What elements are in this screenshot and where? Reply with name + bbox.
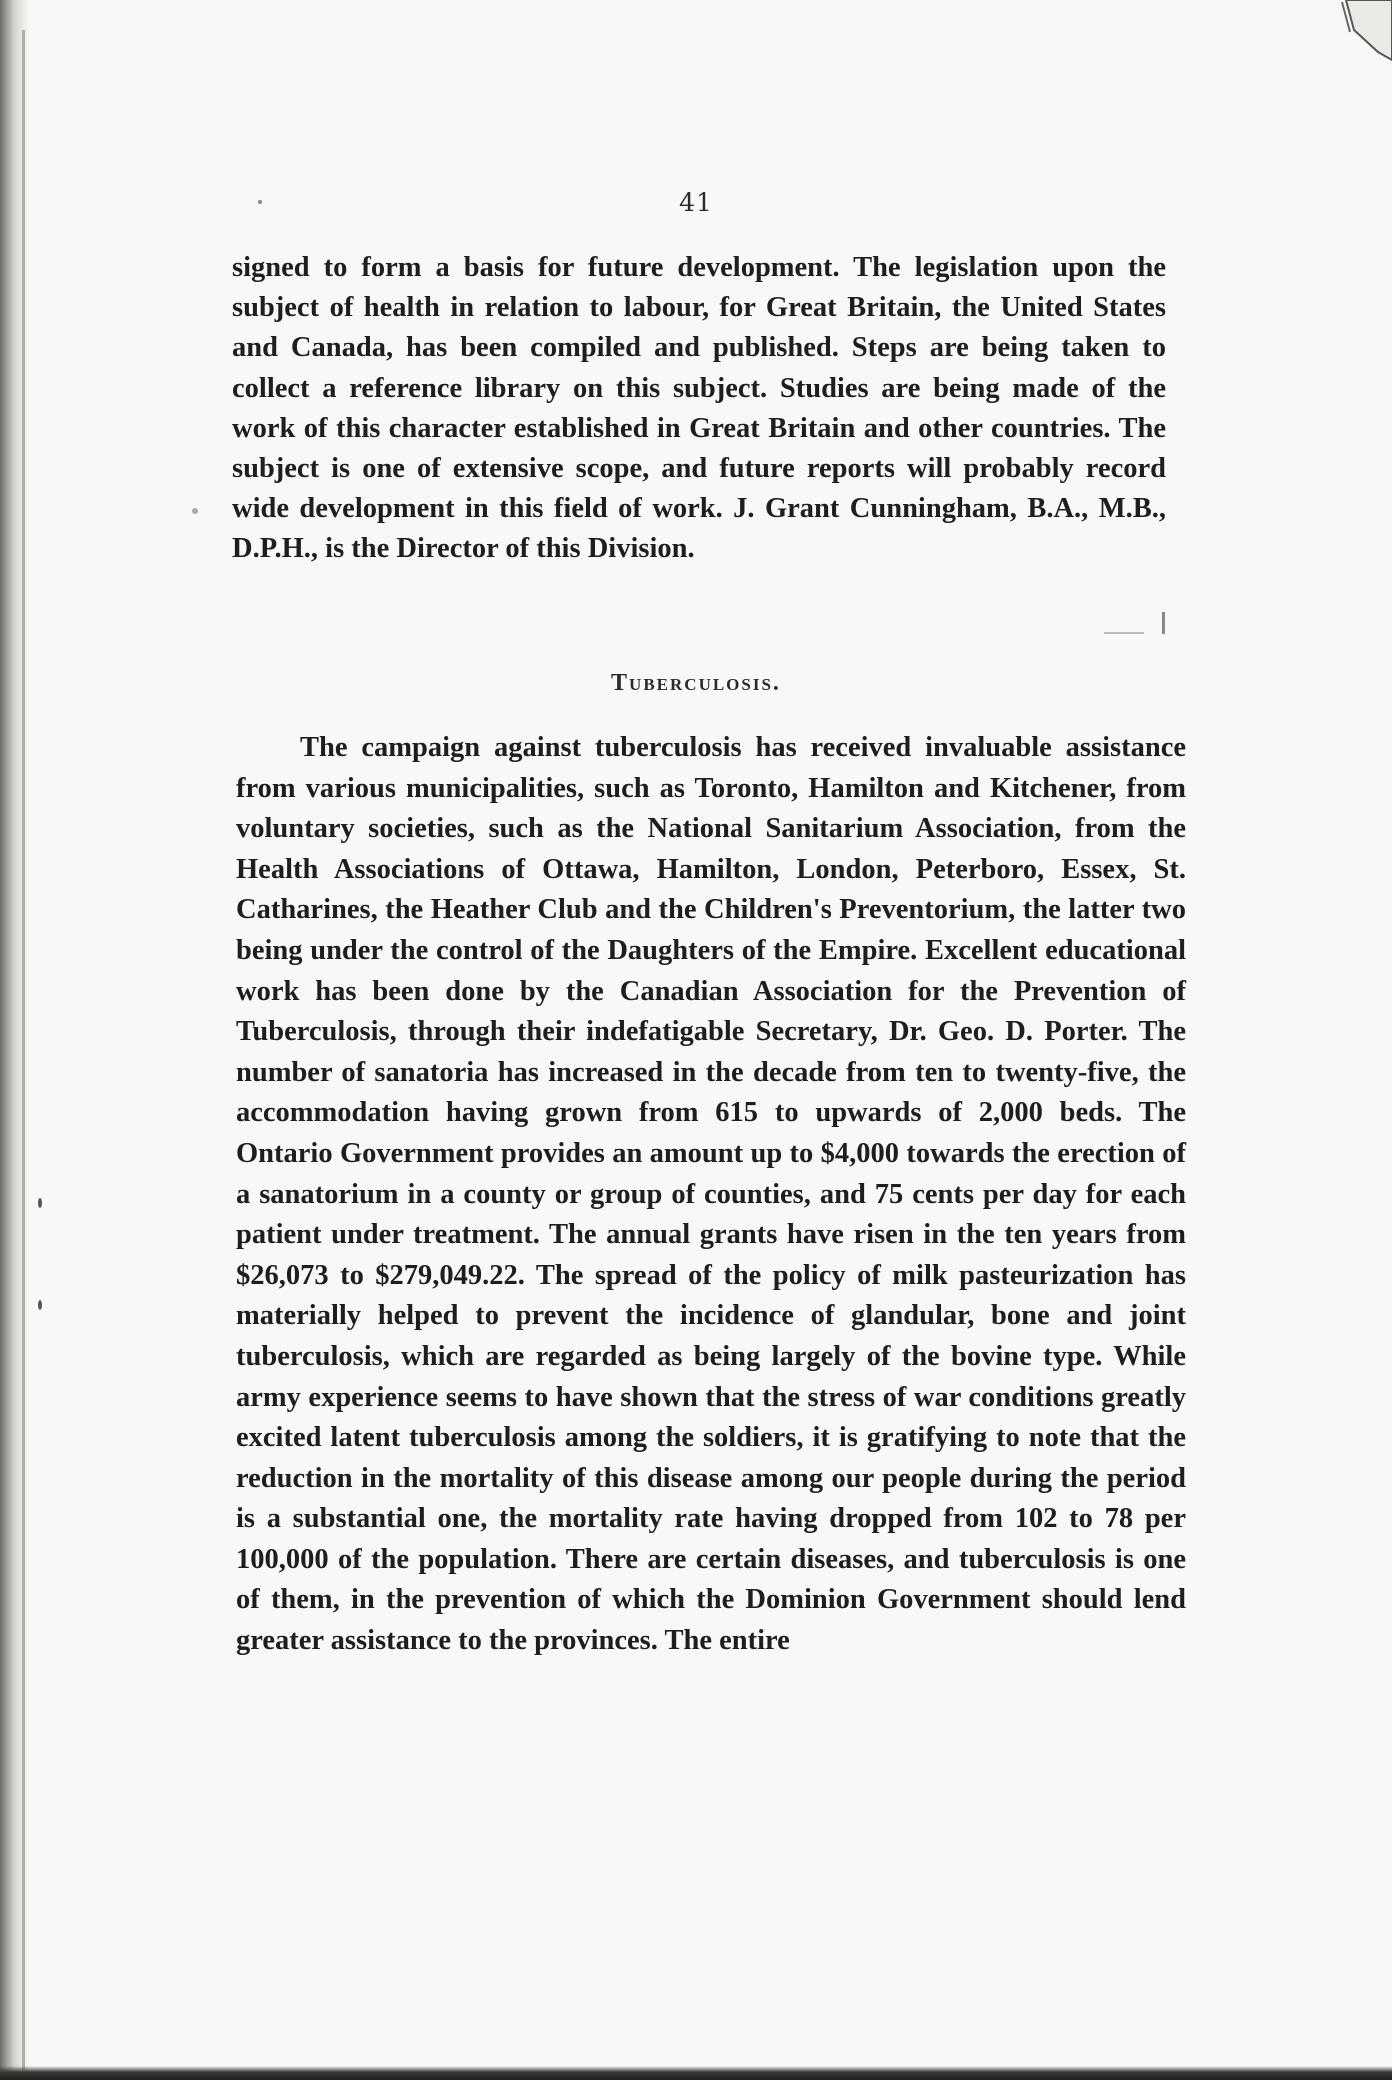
page-speck — [192, 508, 198, 514]
page-speck — [1162, 612, 1165, 634]
paragraph-tuberculosis-text: The campaign against tuberculosis has received invaluable assistance from various municipalities, such as Toronto, Hamilton and Kitchener, from voluntary societies, such as the National Sanitarium Association, from the Health Associations of Ottawa, Hamilton, London, Peterboro, Essex, St. Catharines, the Heather Club and the Children's Preventorium, the latter two being under the control of the Daughters of the Empire. Excellent educational work has been done by the Canadian Association for the Prevention of Tuberculosis, through their indefatigable Secretary, Dr. Geo. D. Porter. The number of sanatoria has increased in the decade from ten to twenty-five, the accommodation having grown from 615 to upwards of 2,000 beds. The Ontario Government provides an amount up to $4,000 towards the erection of a sanatorium in a county or group of counties, and 75 cents per day for each patient under treatment. The annual grants have risen in the ten years from $26,073 to $279,049.22. The spread of the policy of milk pasteurization has materially helped to prevent the incidence of glandular, bone and joint tuberculosis, which are regarded as being largely of the bovine type. While army experience seems to have shown that the stress of war conditions greatly excited latent tuberculosis among the soldiers, it is gratifying to note that the reduction in the mortality of this disease among our people during the period is a substantial one, the mortality rate having dropped from 102 to 78 per 100,000 of the population. There are certain diseases, and tuberculosis is one of them, in the prevention of which the Dominion Government should lend greater assistance to the provinces. The entire — [236, 732, 1186, 1657]
page-number: 41 — [679, 188, 713, 217]
page-speck — [1104, 632, 1144, 634]
paragraph-tuberculosis — [236, 728, 1186, 1662]
binding-edge-line — [22, 30, 25, 2070]
paragraph-continuation: signed to form a basis for future development. The legislation upon the subject of health in relation to labour, for Great Britain, the United States and Canada, has been compiled and published. Steps are being taken to collect a reference library on this subject. Studies are being made of the work of this character established in Great Britain and other countries. The subject is one of extensive scope, and future reports will probably record wide development in this field of work. J. Grant Cunningham, B.A., M.B., D.P.H., is the Director of this Division. — [232, 252, 1166, 565]
page-binding-shadow — [0, 0, 30, 2080]
page-bottom-edge — [0, 2066, 1392, 2080]
page-speck — [258, 200, 262, 204]
page-speck — [38, 1198, 42, 1208]
torn-corner-mark — [1332, 0, 1392, 70]
page-speck — [38, 1300, 42, 1310]
section-heading: Tuberculosis. — [611, 670, 781, 696]
